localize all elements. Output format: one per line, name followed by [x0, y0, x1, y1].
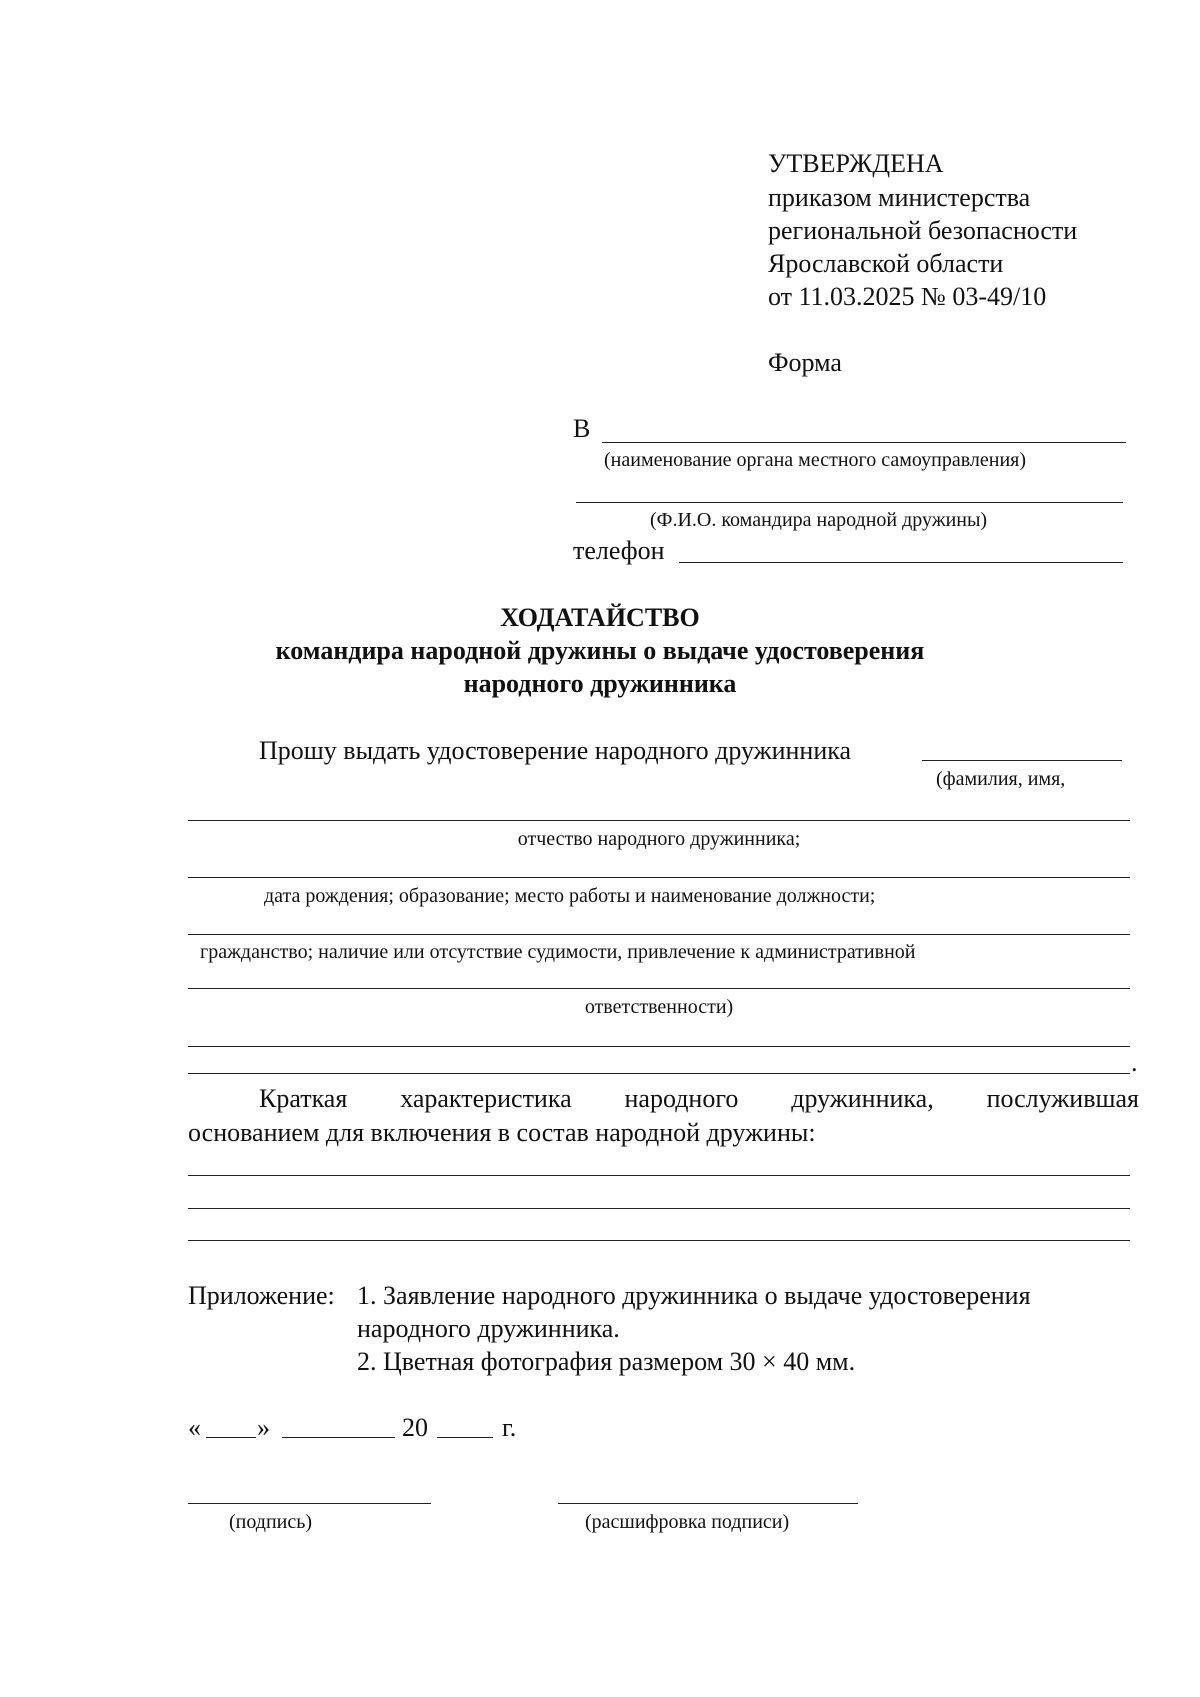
fill-line[interactable] — [188, 1208, 1130, 1209]
org-name-caption: (наименование органа местного самоуправления) — [604, 449, 1027, 471]
fill-line[interactable] — [188, 820, 1130, 821]
approval-line: региональной безопасности — [768, 216, 1078, 245]
request-caption: отчество народного дружинника; — [517, 828, 801, 850]
fill-line[interactable] — [188, 934, 1130, 935]
approval-heading: УТВЕРЖДЕНА — [768, 149, 944, 178]
surname-line[interactable] — [922, 760, 1122, 761]
appendix-item: народного дружинника. — [357, 1314, 620, 1343]
year-prefix: 20 — [402, 1413, 428, 1442]
year-suffix: г. — [502, 1413, 517, 1442]
fill-line[interactable] — [188, 1073, 1130, 1074]
end-mark: . — [1131, 1048, 1138, 1077]
day-line[interactable] — [206, 1437, 256, 1438]
request-caption: (фамилия, имя, — [936, 768, 1066, 790]
addressee-prefix: В — [573, 414, 591, 443]
fill-line[interactable] — [188, 877, 1130, 878]
characteristic-word: дружинника, — [791, 1084, 934, 1113]
request-text: Прошу выдать удостоверение народного дружинника — [259, 736, 852, 765]
document-title: ХОДАТАЙСТВО — [500, 603, 700, 632]
fill-line[interactable] — [188, 1175, 1130, 1176]
commander-fio-line[interactable] — [576, 502, 1123, 503]
document-subtitle: народного дружинника — [463, 669, 737, 698]
phone-line[interactable] — [679, 562, 1123, 563]
phone-label: телефон — [573, 536, 665, 565]
year-line[interactable] — [437, 1437, 493, 1438]
date-open-quote: « — [188, 1413, 201, 1442]
characteristic-word: народного — [624, 1084, 739, 1113]
signature-decode-caption: (расшифровка подписи) — [585, 1511, 790, 1533]
date-close-quote: » — [257, 1413, 270, 1442]
characteristic-line — [259, 1083, 1139, 1115]
appendix-item: 2. Цветная фотография размером 30 × 40 мм. — [357, 1347, 856, 1376]
approval-line: приказом министерства — [768, 183, 1031, 212]
characteristic-line: основанием для включения в состав народной дружины: — [188, 1118, 816, 1147]
signature-caption: (подпись) — [229, 1511, 313, 1533]
month-line[interactable] — [282, 1437, 395, 1438]
commander-fio-caption: (Ф.И.О. командира народной дружины) — [650, 509, 988, 531]
characteristic-word: Краткая — [259, 1084, 348, 1113]
fill-line[interactable] — [188, 1046, 1130, 1047]
request-caption: ответственности) — [584, 996, 734, 1018]
appendix-label: Приложение: — [188, 1281, 335, 1310]
characteristic-word: характеристика — [400, 1084, 572, 1113]
request-caption: дата рождения; образование; место работы и наименование должности; — [264, 885, 876, 907]
form-label: Форма — [768, 348, 842, 377]
signature-line[interactable] — [188, 1503, 431, 1504]
document-subtitle: командира народной дружины о выдаче удостоверения — [275, 636, 925, 665]
fill-line[interactable] — [188, 1240, 1130, 1241]
appendix-item: 1. Заявление народного дружинника о выдаче удостоверения — [357, 1281, 1031, 1310]
fill-line[interactable] — [188, 988, 1130, 989]
signature-decode-line[interactable] — [558, 1503, 858, 1504]
characteristic-word: послужившая — [986, 1084, 1139, 1113]
approval-date-number: от 11.03.2025 № 03-49/10 — [768, 282, 1047, 311]
approval-line: Ярославской области — [768, 249, 1004, 278]
request-caption: гражданство; наличие или отсутствие судимости, привлечение к административной — [200, 941, 916, 963]
org-name-line[interactable] — [602, 442, 1126, 443]
